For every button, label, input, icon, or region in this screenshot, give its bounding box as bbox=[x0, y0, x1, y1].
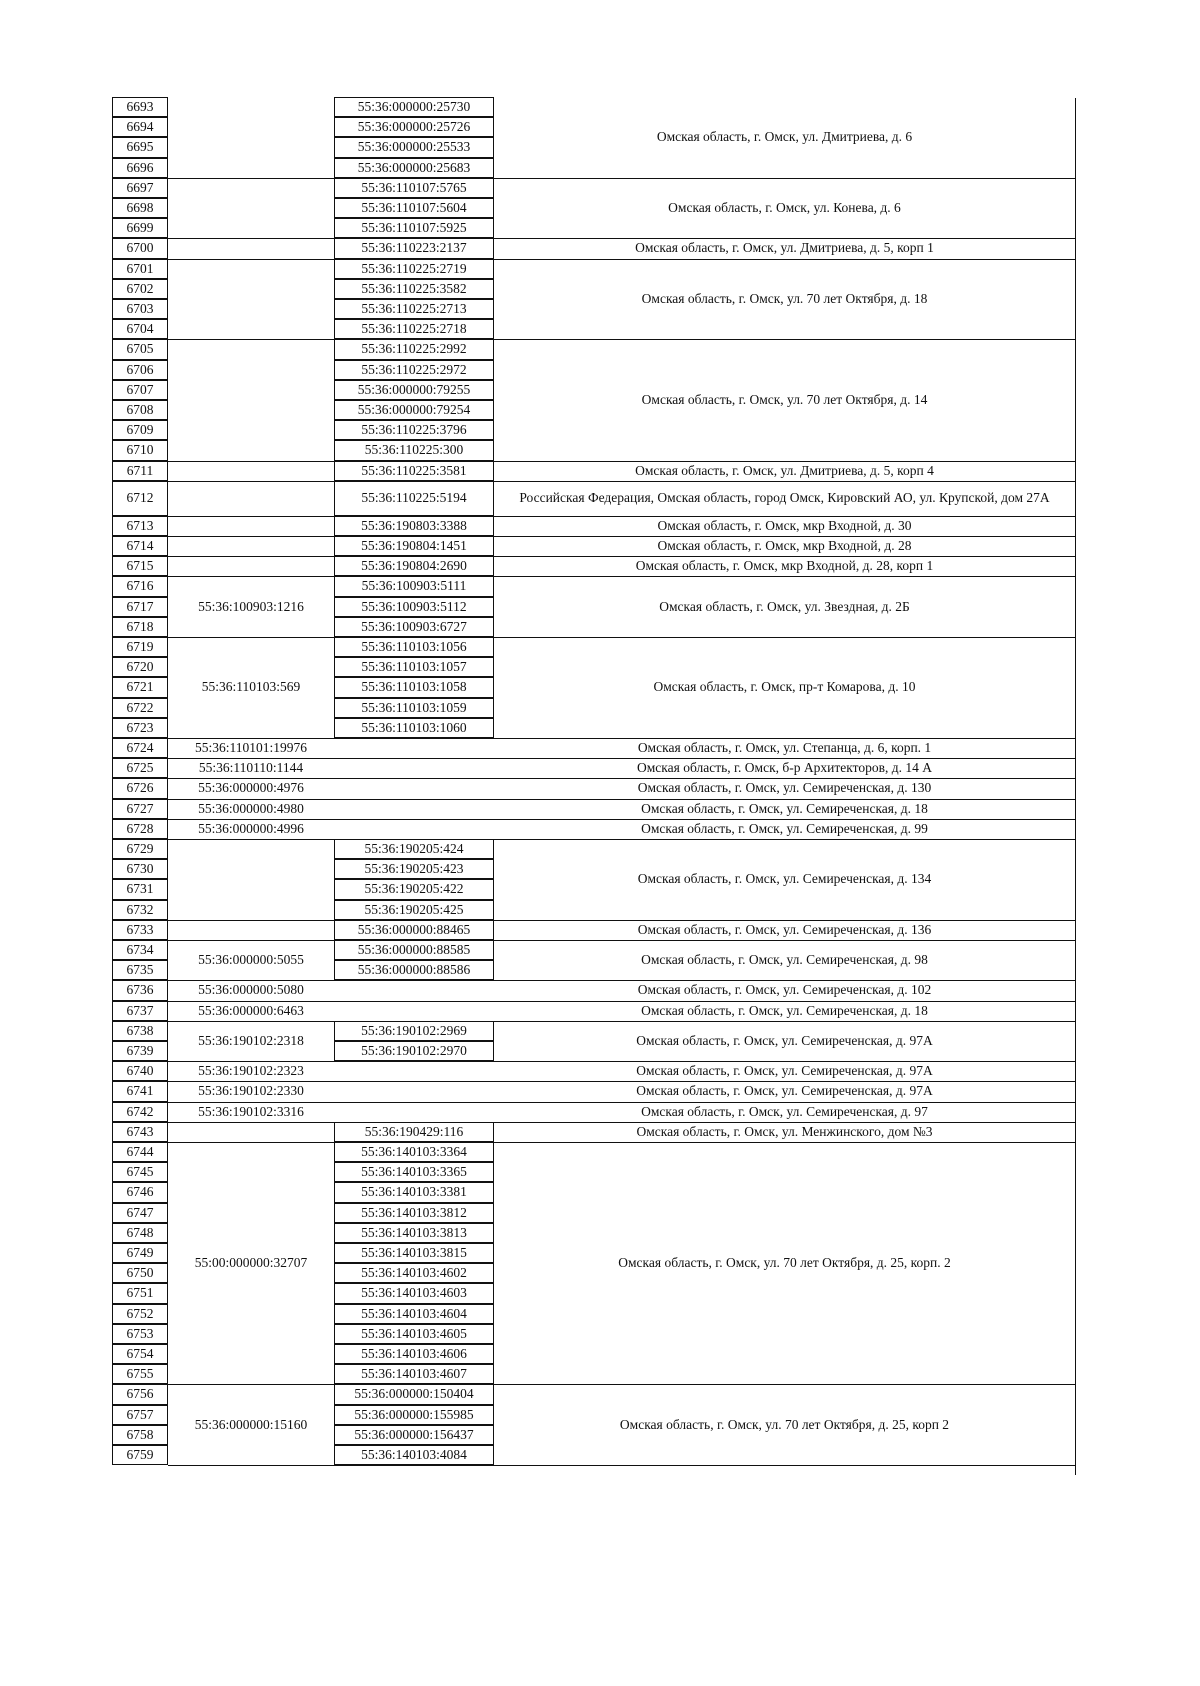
cadastral-number: 55:36:190102:2970 bbox=[334, 1041, 494, 1061]
row-number: 6745 bbox=[112, 1162, 168, 1182]
address-cell: Омская область, г. Омск, мкр Входной, д. 28 bbox=[657, 538, 912, 553]
address-cell: Омская область, г. Омск, ул. Семиреченская, д. 99 bbox=[641, 820, 928, 836]
row-number: 6698 bbox=[112, 198, 168, 218]
row-number: 6748 bbox=[112, 1223, 168, 1243]
parent-cadastral-number: 55:36:190102:2323 bbox=[198, 1063, 304, 1079]
row-number: 6736 bbox=[112, 980, 168, 1000]
cadastral-number: 55:36:000000:88465 bbox=[334, 920, 494, 940]
address-cell: Омская область, г. Омск, ул. 70 лет Октября, д. 14 bbox=[641, 391, 928, 407]
address-cell: Омская область, г. Омск, ул. Семиреченская, д. 130 bbox=[637, 780, 932, 796]
row-number: 6743 bbox=[112, 1122, 168, 1142]
parent-cadastral-number: 55:00:000000:32707 bbox=[194, 1255, 308, 1271]
row-number: 6723 bbox=[112, 718, 168, 738]
cadastral-number: 55:36:190804:1451 bbox=[334, 536, 494, 556]
address-cell: Омская область, г. Омск, ул. Семиреченская, д. 134 bbox=[637, 871, 932, 887]
row-number: 6721 bbox=[112, 677, 168, 697]
cadastral-number: 55:36:140103:4603 bbox=[334, 1283, 494, 1303]
address-cell: Омская область, г. Омск, ул. Дмитриева, д. 6 bbox=[656, 129, 913, 145]
row-number: 6751 bbox=[112, 1283, 168, 1303]
row-number: 6696 bbox=[112, 158, 168, 178]
row-number: 6724 bbox=[112, 738, 168, 758]
cadastral-number: 55:36:110107:5604 bbox=[334, 198, 494, 218]
address-cell: Омская область, г. Омск, ул. Семиреченская, д. 18 bbox=[641, 1002, 928, 1018]
cadastral-number: 55:36:140103:3813 bbox=[334, 1223, 494, 1243]
address-cell: Омская область, г. Омск, ул. Менжинского, дом №3 bbox=[636, 1123, 933, 1139]
cadastral-number: 55:36:000000:88585 bbox=[334, 940, 494, 960]
row-number: 6738 bbox=[112, 1021, 168, 1041]
row-number: 6710 bbox=[112, 440, 168, 460]
cadastral-number: 55:36:190205:425 bbox=[334, 900, 494, 920]
cadastral-number: 55:36:000000:150404 bbox=[334, 1384, 494, 1404]
cadastral-number: 55:36:110225:300 bbox=[334, 440, 494, 460]
address-cell: Омская область, г. Омск, б-р Архитекторов, д. 14 А bbox=[637, 760, 932, 776]
row-number: 6752 bbox=[112, 1304, 168, 1324]
address-cell: Омская область, г. Омск, ул. Степанца, д. 6, корп. 1 bbox=[637, 740, 932, 755]
row-number: 6729 bbox=[112, 839, 168, 859]
row-number: 6714 bbox=[112, 536, 168, 556]
row-number: 6706 bbox=[112, 360, 168, 380]
cadastral-number: 55:36:000000:25533 bbox=[334, 137, 494, 157]
row-number: 6702 bbox=[112, 279, 168, 299]
cadastral-number: 55:36:140103:4607 bbox=[334, 1364, 494, 1384]
row-number: 6720 bbox=[112, 657, 168, 677]
cadastral-number: 55:36:190804:2690 bbox=[334, 556, 494, 576]
row-number: 6758 bbox=[112, 1425, 168, 1445]
parent-cadastral-number: 55:36:000000:4980 bbox=[198, 800, 304, 816]
cadastral-number: 55:36:110225:2992 bbox=[334, 339, 494, 359]
row-number: 6734 bbox=[112, 940, 168, 960]
cadastral-number: 55:36:110223:2137 bbox=[334, 238, 494, 258]
parent-cadastral-number: 55:36:000000:5055 bbox=[198, 952, 304, 968]
cadastral-number: 55:36:140103:3812 bbox=[334, 1203, 494, 1223]
row-number: 6701 bbox=[112, 259, 168, 279]
address-cell: Омская область, г. Омск, ул. Семиреченская, д. 97А bbox=[636, 1032, 933, 1048]
row-number: 6705 bbox=[112, 339, 168, 359]
parent-cadastral-number: 55:36:000000:6463 bbox=[198, 1002, 304, 1018]
cadastral-number: 55:36:190803:3388 bbox=[334, 516, 494, 536]
cadastral-number: 55:36:190205:424 bbox=[334, 839, 494, 859]
address-cell: Омская область, г. Омск, ул. 70 лет Октября, д. 25, корп 2 bbox=[619, 1416, 950, 1432]
address-cell: Омская область, г. Омск, пр-т Комарова, д. 10 bbox=[653, 679, 916, 695]
cadastral-number: 55:36:140103:4084 bbox=[334, 1445, 494, 1465]
row-number: 6709 bbox=[112, 420, 168, 440]
cadastral-number: 55:36:110103:1057 bbox=[334, 657, 494, 677]
row-number: 6744 bbox=[112, 1142, 168, 1162]
cadastral-number: 55:36:140103:4605 bbox=[334, 1324, 494, 1344]
cadastral-number: 55:36:140103:3815 bbox=[334, 1243, 494, 1263]
cadastral-number: 55:36:110225:3582 bbox=[334, 279, 494, 299]
row-number: 6753 bbox=[112, 1324, 168, 1344]
row-number: 6731 bbox=[112, 879, 168, 899]
cadastral-number: 55:36:000000:25683 bbox=[334, 158, 494, 178]
cadastral-number: 55:36:110225:2719 bbox=[334, 259, 494, 279]
row-number: 6697 bbox=[112, 178, 168, 198]
cadastral-number: 55:36:110103:1058 bbox=[334, 677, 494, 697]
cadastral-number: 55:36:110107:5765 bbox=[334, 178, 494, 198]
row-number: 6754 bbox=[112, 1344, 168, 1364]
cadastral-number: 55:36:140103:4602 bbox=[334, 1263, 494, 1283]
row-number: 6718 bbox=[112, 617, 168, 637]
row-number: 6759 bbox=[112, 1445, 168, 1465]
cadastral-number: 55:36:110107:5925 bbox=[334, 218, 494, 238]
row-number: 6741 bbox=[112, 1081, 168, 1101]
row-number: 6708 bbox=[112, 400, 168, 420]
address-cell: Омская область, г. Омск, ул. Семиреченская, д. 98 bbox=[641, 952, 928, 968]
parent-cadastral-number: 55:36:190102:2318 bbox=[198, 1032, 304, 1048]
parent-cadastral-number: 55:36:190102:2330 bbox=[198, 1083, 304, 1099]
row-number: 6755 bbox=[112, 1364, 168, 1384]
row-number: 6728 bbox=[112, 819, 168, 839]
parent-cadastral-number: 55:36:000000:4996 bbox=[198, 820, 304, 836]
row-number: 6750 bbox=[112, 1263, 168, 1283]
cadastral-number: 55:36:140103:4606 bbox=[334, 1344, 494, 1364]
row-number: 6732 bbox=[112, 900, 168, 920]
row-number: 6703 bbox=[112, 299, 168, 319]
row-number: 6726 bbox=[112, 778, 168, 798]
address-cell: Омская область, г. Омск, мкр Входной, д. 30 bbox=[657, 517, 912, 533]
parent-cadastral-number: 55:36:190102:3316 bbox=[198, 1103, 304, 1119]
cadastral-number: 55:36:110225:3581 bbox=[334, 461, 494, 481]
row-number: 6730 bbox=[112, 859, 168, 879]
cadastral-number: 55:36:140103:4604 bbox=[334, 1304, 494, 1324]
row-number: 6712 bbox=[112, 481, 168, 516]
row-number: 6695 bbox=[112, 137, 168, 157]
parent-cadastral-number: 55:36:000000:5080 bbox=[198, 982, 304, 998]
cadastral-number: 55:36:110225:3796 bbox=[334, 420, 494, 440]
cadastral-number: 55:36:000000:79254 bbox=[334, 400, 494, 420]
cadastral-number: 55:36:110225:5194 bbox=[334, 481, 494, 516]
parent-cadastral-number: 55:36:110101:19976 bbox=[194, 740, 307, 755]
row-number: 6756 bbox=[112, 1384, 168, 1404]
address-cell: Омская область, г. Омск, ул. Семиреченская, д. 97А bbox=[636, 1083, 933, 1099]
row-number: 6722 bbox=[112, 698, 168, 718]
address-cell: Омская область, г. Омск, ул. 70 лет Октября, д. 18 bbox=[641, 290, 928, 306]
parent-cadastral-number: 55:36:110110:1144 bbox=[198, 760, 304, 776]
row-number: 6717 bbox=[112, 597, 168, 617]
row-number: 6746 bbox=[112, 1182, 168, 1202]
row-number: 6742 bbox=[112, 1102, 168, 1122]
row-number: 6704 bbox=[112, 319, 168, 339]
table-right-border bbox=[1075, 98, 1076, 1475]
cadastral-number: 55:36:110225:2972 bbox=[334, 360, 494, 380]
cadastral-number: 55:36:100903:5112 bbox=[334, 597, 494, 617]
row-number: 6699 bbox=[112, 218, 168, 238]
row-number: 6733 bbox=[112, 920, 168, 940]
cadastral-number: 55:36:110103:1056 bbox=[334, 637, 494, 657]
address-cell: Омская область, г. Омск, ул. Конева, д. 6 bbox=[668, 200, 901, 215]
cadastral-number: 55:36:100903:6727 bbox=[334, 617, 494, 637]
cadastral-number: 55:36:000000:155985 bbox=[334, 1405, 494, 1425]
address-cell: Омская область, г. Омск, ул. Семиреченская, д. 18 bbox=[641, 800, 928, 816]
cadastral-number: 55:36:140103:3364 bbox=[334, 1142, 494, 1162]
address-cell: Омская область, г. Омск, ул. Дмитриева, д. 5, корп 1 bbox=[635, 240, 934, 256]
row-number: 6700 bbox=[112, 238, 168, 258]
row-number: 6694 bbox=[112, 117, 168, 137]
cadastral-number: 55:36:190429:116 bbox=[334, 1122, 494, 1142]
row-number: 6725 bbox=[112, 758, 168, 778]
cadastral-number: 55:36:000000:25726 bbox=[334, 117, 494, 137]
row-separator bbox=[168, 1465, 1075, 1466]
address-cell: Российская Федерация, Омская область, город Омск, Кировский АО, ул. Крупской, дом 27А bbox=[519, 490, 1050, 506]
row-number: 6719 bbox=[112, 637, 168, 657]
address-cell: Омская область, г. Омск, ул. Звездная, д. 2Б bbox=[659, 598, 910, 614]
cadastral-number: 55:36:110225:2718 bbox=[334, 319, 494, 339]
cadastral-number: 55:36:190205:422 bbox=[334, 879, 494, 899]
row-number: 6711 bbox=[112, 461, 168, 481]
row-number: 6757 bbox=[112, 1405, 168, 1425]
address-cell: Омская область, г. Омск, ул. Дмитриева, д. 5, корп 4 bbox=[635, 462, 934, 478]
row-number: 6715 bbox=[112, 556, 168, 576]
row-number: 6716 bbox=[112, 576, 168, 596]
parent-cadastral-number: 55:36:100903:1216 bbox=[198, 598, 304, 614]
row-number: 6713 bbox=[112, 516, 168, 536]
cadastral-number: 55:36:100903:5111 bbox=[334, 576, 494, 596]
row-number: 6707 bbox=[112, 380, 168, 400]
address-cell: Омская область, г. Омск, ул. Семиреченская, д. 97А bbox=[636, 1063, 933, 1079]
address-cell: Омская область, г. Омск, ул. Семиреченская, д. 136 bbox=[637, 921, 932, 937]
row-number: 6740 bbox=[112, 1061, 168, 1081]
cadastral-number: 55:36:000000:156437 bbox=[334, 1425, 494, 1445]
cadastral-number: 55:36:000000:25730 bbox=[334, 97, 494, 117]
row-number: 6747 bbox=[112, 1203, 168, 1223]
row-number: 6693 bbox=[112, 97, 168, 117]
cadastral-number: 55:36:110225:2713 bbox=[334, 299, 494, 319]
parent-cadastral-number: 55:36:000000:4976 bbox=[198, 780, 304, 796]
parent-cadastral-number: 55:36:000000:15160 bbox=[194, 1416, 308, 1432]
cadastral-number: 55:36:190205:423 bbox=[334, 859, 494, 879]
address-cell: Омская область, г. Омск, ул. 70 лет Октября, д. 25, корп. 2 bbox=[618, 1255, 951, 1271]
row-number: 6739 bbox=[112, 1041, 168, 1061]
cadastral-number: 55:36:190102:2969 bbox=[334, 1021, 494, 1041]
cadastral-number: 55:36:000000:79255 bbox=[334, 380, 494, 400]
row-number: 6727 bbox=[112, 799, 168, 819]
parent-cadastral-number: 55:36:110103:569 bbox=[201, 679, 301, 695]
cadastral-number: 55:36:110103:1059 bbox=[334, 698, 494, 718]
address-cell: Омская область, г. Омск, ул. Семиреченская, д. 102 bbox=[637, 982, 932, 998]
cadastral-number: 55:36:110103:1060 bbox=[334, 718, 494, 738]
address-cell: Омская область, г. Омск, ул. Семиреченская, д. 97 bbox=[641, 1103, 928, 1119]
row-number: 6737 bbox=[112, 1001, 168, 1021]
cadastral-number: 55:36:140103:3365 bbox=[334, 1162, 494, 1182]
row-number: 6735 bbox=[112, 960, 168, 980]
cadastral-number: 55:36:140103:3381 bbox=[334, 1182, 494, 1202]
address-cell: Омская область, г. Омск, мкр Входной, д. 28, корп 1 bbox=[635, 558, 934, 574]
cadastral-number: 55:36:000000:88586 bbox=[334, 960, 494, 980]
row-number: 6749 bbox=[112, 1243, 168, 1263]
